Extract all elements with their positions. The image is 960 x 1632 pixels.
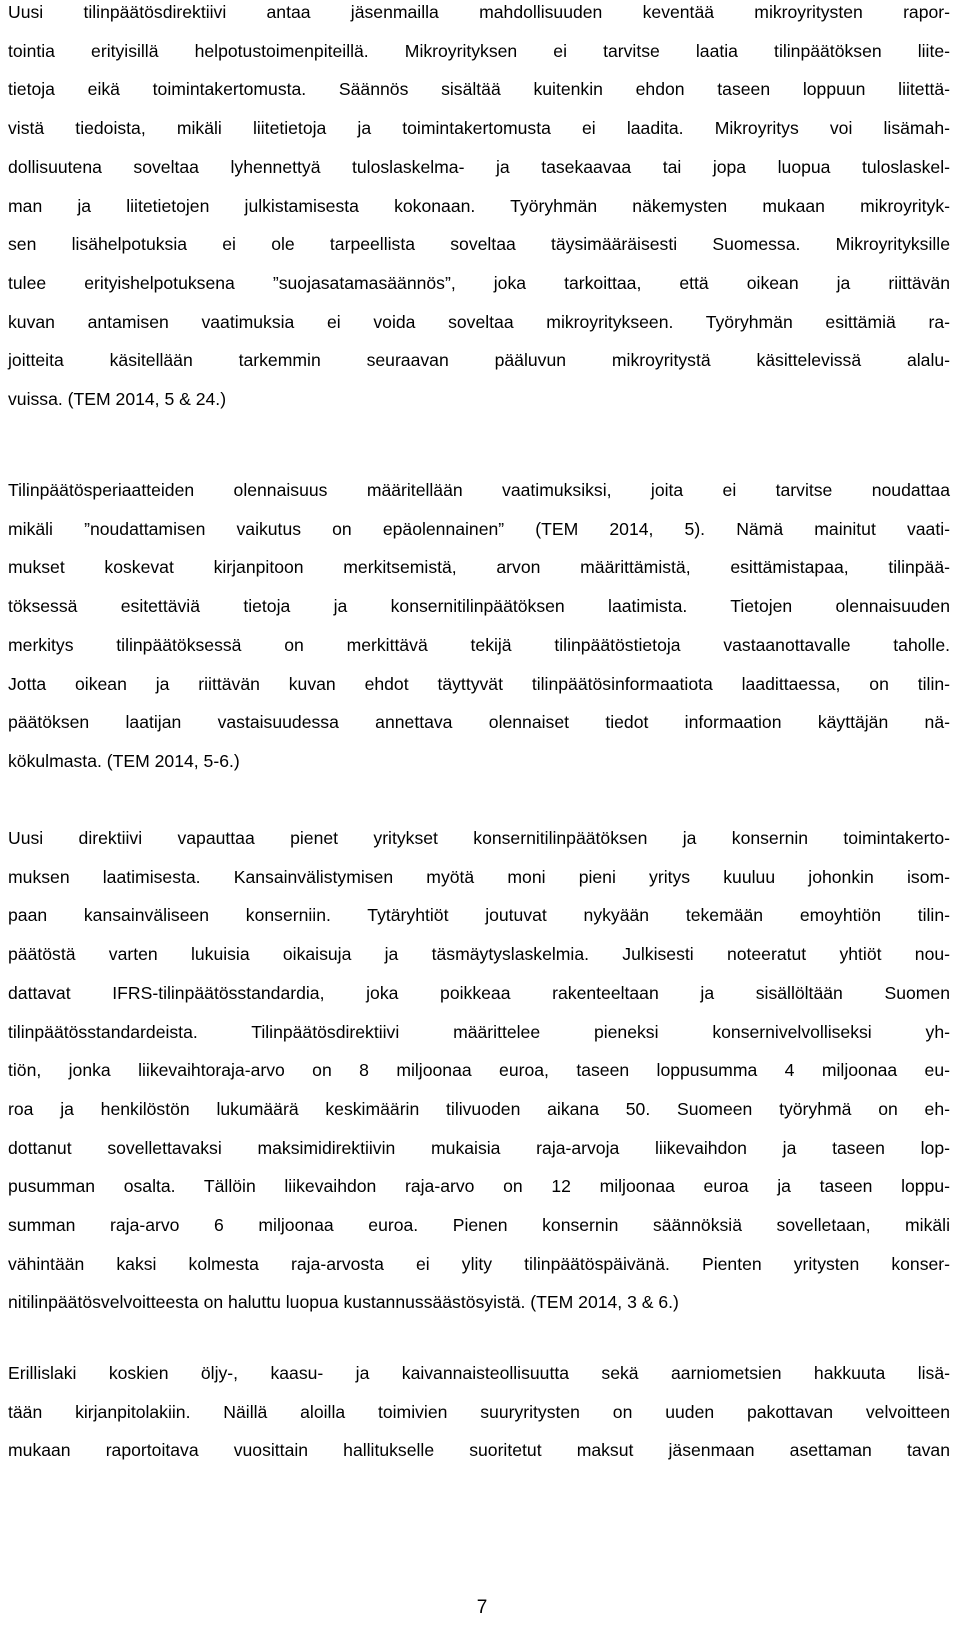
text-line: paan kansainväliseen konserniin. Tytäryhtiöt joutuvat nykyään tekemään emoyhtiön tilin-	[8, 905, 950, 926]
text-line: nitilinpäätösvelvoitteesta on haluttu luopua kustannussäästösyistä. (TEM 2014, 3 & 6.)	[8, 1292, 679, 1313]
text-line: Erillislaki koskien öljy-, kaasu- ja kaivannaisteollisuutta sekä aarniometsien hakkuuta lisä-	[8, 1363, 950, 1383]
text-line: vistä tiedoista, mikäli liitetietoja ja toimintakertomusta ei laadita. Mikroyritys voi lisämah-	[8, 118, 950, 139]
text-line: dattavat IFRS-tilinpäätösstandardia, joka poikkeaa rakenteeltaan ja sisällöltään Suomen	[8, 982, 950, 1003]
text-line: joitteita käsitellään tarkemmin seuraavan pääluvun mikroyritystä käsittelevissä alalu-	[8, 350, 950, 371]
text-line: pusumman osalta. Tällöin liikevaihdon raja-arvo on 12 miljoonaa euroa ja taseen loppu-	[8, 1176, 950, 1197]
text-line: kökulmasta. (TEM 2014, 5-6.)	[8, 750, 240, 771]
text-line: tulee erityishelpotuksena ”suojasatamasäännös”, joka tarkoittaa, että oikean ja riittävän	[8, 272, 950, 293]
text-line: dottanut sovellettavaksi maksimidirektiivin mukaisia raja-arvoja liikevaihdon ja taseen lop-	[8, 1137, 950, 1158]
text-line: päätöstä varten lukuisia oikaisuja ja täsmäytyslaskelmia. Julkisesti noteeratut yhtiöt nou-	[8, 944, 950, 965]
text-line: Jotta oikean ja riittävän kuvan ehdot täyttyvät tilinpäätösinformaatiota laadittaessa, on tilin-	[8, 673, 950, 694]
text-line: mukset koskevat kirjanpitoon merkitsemistä, arvon määrittämistä, esittämistapaa, tilinpää-	[8, 557, 950, 578]
text-line: man ja liitetietojen julkistamisesta kokonaan. Työryhmän näkemysten mukaan mikroyrityk-	[8, 195, 950, 216]
page-number: 7	[476, 1597, 488, 1618]
text-line: summan raja-arvo 6 miljoonaa euroa. Pienen konsernin säännöksiä sovelletaan, mikäli	[8, 1215, 950, 1235]
text-line: tiön, jonka liikevaihtoraja-arvo on 8 miljoonaa euroa, taseen loppusumma 4 miljoonaa eu-	[8, 1060, 950, 1081]
text-line: Tilinpäätösperiaatteiden olennaisuus määritellään vaatimuksiksi, joita ei tarvitse noudattaa	[8, 480, 950, 500]
text-line: Uusi tilinpäätösdirektiivi antaa jäsenmailla mahdollisuuden keventää mikroyritysten rapor-	[8, 2, 950, 22]
text-line: vähintään kaksi kolmesta raja-arvosta ei ylity tilinpäätöspäivänä. Pienten yritysten konser-	[8, 1253, 950, 1274]
text-line: sen lisähelpotuksia ei ole tarpeellista soveltaa täysimääräisesti Suomessa. Mikroyrityksille	[8, 234, 950, 255]
text-line: merkitys tilinpäätöksessä on merkittävä tekijä tilinpäätöstietoja vastaanottavalle taholle.	[8, 634, 950, 655]
text-line: tilinpäätösstandardeista. Tilinpäätösdirektiivi määrittelee pieneksi konsernivelvolliseksi yh-	[8, 1021, 950, 1042]
text-line: Uusi direktiivi vapauttaa pienet yritykset konsernitilinpäätöksen ja konsernin toimintakerto-	[8, 828, 950, 848]
text-line: tietoja eikä toimintakertomusta. Säännös sisältää kuitenkin ehdon taseen loppuun liitettä-	[8, 79, 950, 100]
text-line: roa ja henkilöstön lukumäärä keskimäärin tilivuoden aikana 50. Suomeen työryhmä on eh-	[8, 1098, 950, 1119]
text-line: mukaan raportoitava vuosittain hallitukselle suoritetut maksut jäsenmaan asettaman tavan	[8, 1440, 950, 1461]
text-line: vuissa. (TEM 2014, 5 & 24.)	[8, 389, 227, 409]
text-line: dollisuutena soveltaa lyhennettyä tuloslaskelma- ja tasekaavaa tai jopa luopua tuloslaskel-	[8, 156, 950, 177]
text-line: kuvan antamisen vaatimuksia ei voida soveltaa mikroyritykseen. Työryhmän esittämiä ra-	[8, 311, 950, 332]
text-line: tään kirjanpitolakiin. Näillä aloilla toimivien suuryritysten on uuden pakottavan velvoitteen	[8, 1401, 950, 1422]
text-line: tointia erityisillä helpotustoimenpiteillä. Mikroyrityksen ei tarvitse laatia tilinpäätöksen liite-	[8, 40, 950, 61]
text-line: mikäli ”noudattamisen vaikutus on epäolennainen” (TEM 2014, 5). Nämä mainitut vaati-	[8, 518, 950, 539]
text-line: muksen laatimisesta. Kansainvälistymisen myötä moni pieni yritys kuuluu johonkin isom-	[8, 866, 950, 887]
text-line: päätöksen laatijan vastaisuudessa annettava olennaiset tiedot informaation käyttäjän nä-	[8, 712, 950, 733]
text-line: töksessä esitettäviä tietoja ja konsernitilinpäätöksen laatimista. Tietojen olennaisuuden	[8, 596, 950, 617]
